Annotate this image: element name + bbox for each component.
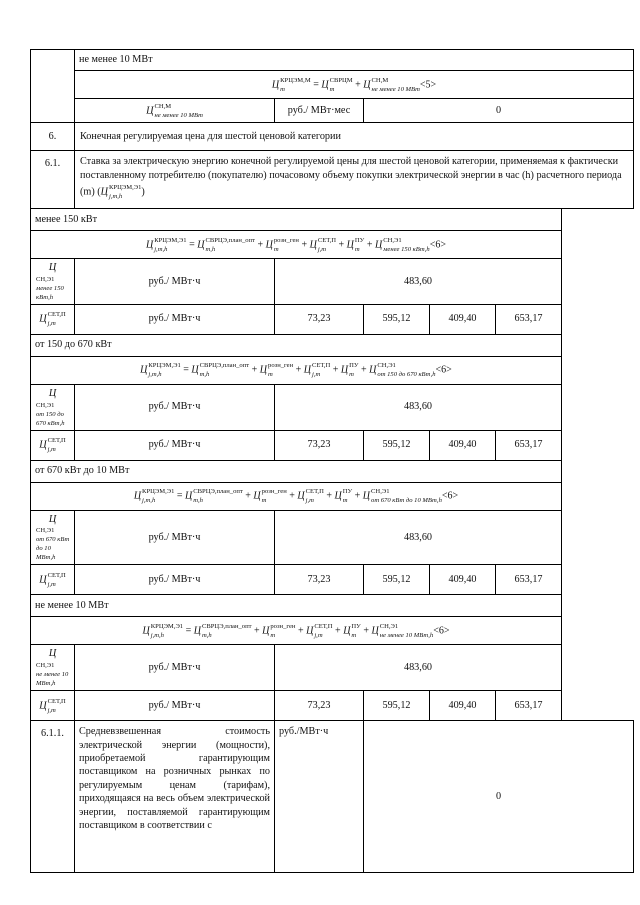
formula-cell: Ц КРЦЭМ,Э1 j,m,h = Ц СВРЦЭ,план_опт m,h + Ц розн_ген m + Ц СЕТ,П j,m + Ц ПУ m + Ц СН,Э1 от 670 кВт до 10 МВт,h <6> [31,482,562,510]
table-row [31,209,634,231]
value-cell: 73,23 [275,430,364,460]
table-row [31,721,634,873]
symbol-cell: Ц СН,Э1 менее 150 кВт,h [31,259,75,305]
table-row [31,460,634,482]
value-cell: 483,60 [275,259,562,305]
table-row [31,304,634,334]
tariff-table [30,49,634,873]
unit-cell: руб./ МВт·ч [75,430,275,460]
unit-cell: руб./ МВт·ч [75,510,275,565]
value-cell: 653,17 [496,304,562,334]
table-row [31,645,634,691]
symbol-cell: Ц СН,Э1 не менее 10 МВт,h [31,645,75,691]
table-row [31,595,634,617]
unit-cell: руб./ МВт·ч [75,565,275,595]
table-row [31,50,634,71]
table-row [31,617,634,645]
unit-cell: руб./МВт·ч [275,721,364,873]
table-row [31,430,634,460]
category-label: не менее 10 МВт [31,595,562,617]
category-label: не менее 10 МВт [75,50,634,71]
table-row [31,99,634,123]
value-cell: 595,12 [364,565,430,595]
symbol-cell: Ц СЕТ,П j,m [31,430,75,460]
table-row [31,151,634,209]
formula-cell: Ц КРЦЭМ,Э1 j,m,h = Ц СВРЦЭ,план_опт m,h + Ц розн_ген m + Ц СЕТ,П j,m + Ц ПУ m + Ц СН,Э1 от 150 до 670 кВт,h <6> [31,356,562,384]
unit-cell: руб./ МВт·мес [275,99,364,123]
table-row [31,482,634,510]
value-cell: 483,60 [275,384,562,430]
value-cell: 73,23 [275,565,364,595]
value-cell: 409,40 [430,304,496,334]
table-row [31,384,634,430]
value-cell: 595,12 [364,304,430,334]
unit-cell: руб./ МВт·ч [75,259,275,305]
formula-cell: Ц КРЦЭМ,Э1 j,m,h = Ц СВРЦЭ,план_опт m,h + Ц розн_ген m + Ц СЕТ,П j,m + Ц ПУ m + Ц СН,Э1 не менее 10 МВт,h <6> [31,617,562,645]
table-row [31,565,634,595]
unit-cell: руб./ МВт·ч [75,691,275,721]
value-cell: 0 [364,99,634,123]
section-number: 6.1.1. [31,721,75,873]
table-row [31,231,634,259]
symbol-cell: Ц СЕТ,П j,m [31,691,75,721]
symbol-cell: Ц СН,М не менее 10 МВт [75,99,275,123]
symbol-cell: Ц СЕТ,П j,m [31,304,75,334]
unit-cell: руб./ МВт·ч [75,304,275,334]
value-cell: 595,12 [364,691,430,721]
section-title: Конечная регулируемая цена для шестой ценовой категории [75,123,634,151]
value-cell: 409,40 [430,430,496,460]
document-page [30,49,633,873]
value-cell: 409,40 [430,691,496,721]
value-cell: 0 [364,721,634,873]
unit-cell: руб./ МВт·ч [75,384,275,430]
table-row [31,123,634,151]
table-row [31,71,634,99]
symbol-cell: Ц СН,Э1 от 150 до 670 кВт,h [31,384,75,430]
value-cell: 483,60 [275,645,562,691]
table-row [31,691,634,721]
value-cell: 409,40 [430,565,496,595]
value-cell: 483,60 [275,510,562,565]
value-cell: 73,23 [275,691,364,721]
formula-cell: Ц КРЦЭМ,Э1 j,m,h = Ц СВРЦЭ,план_опт m,h + Ц розн_ген m + Ц СЕТ,П j,m + Ц ПУ m + Ц СН,Э1 менее 150 кВт,h <6> [31,231,562,259]
value-cell: 73,23 [275,304,364,334]
section-description: Средневзвешенная стоимость электрической энергии (мощности), приобретаемой гарантирующим поставщиком на розничных рынках по регулируемым ценам (тарифам), приходящаяся на весь объем электрической энергии, поставляемой гарантирующим поставщиком в соответствии с [75,721,275,873]
value-cell: 595,12 [364,430,430,460]
unit-cell: руб./ МВт·ч [75,645,275,691]
table-row [31,510,634,565]
category-label: от 150 до 670 кВт [31,334,562,356]
section-description: Ставка за электрическую энергию конечной регулируемой цены для шестой ценовой категории, применяемая к фактически поставленному потребителю (покупателю) почасовому объему покупки электрической энергии в час (h) расчетного периода (m) (Ц КРЦЭМ,Э1 j,m,h ) [75,151,634,209]
category-label: от 670 кВт до 10 МВт [31,460,562,482]
value-cell: 653,17 [496,430,562,460]
value-cell: 653,17 [496,565,562,595]
symbol-cell: Ц СН,Э1 от 670 кВт до 10 МВт,h [31,510,75,565]
section-number: 6. [31,123,75,151]
formula-cell: Ц КРЦЭМ,М m = Ц СВРЦМ m + Ц СН,М не менее 10 МВт <5> [75,71,634,99]
value-cell: 653,17 [496,691,562,721]
section-number: 6.1. [31,151,75,209]
table-row [31,259,634,305]
empty-num-cell [31,50,75,123]
table-row [31,334,634,356]
symbol-cell: Ц СЕТ,П j,m [31,565,75,595]
category-label: менее 150 кВт [31,209,562,231]
table-row [31,356,634,384]
